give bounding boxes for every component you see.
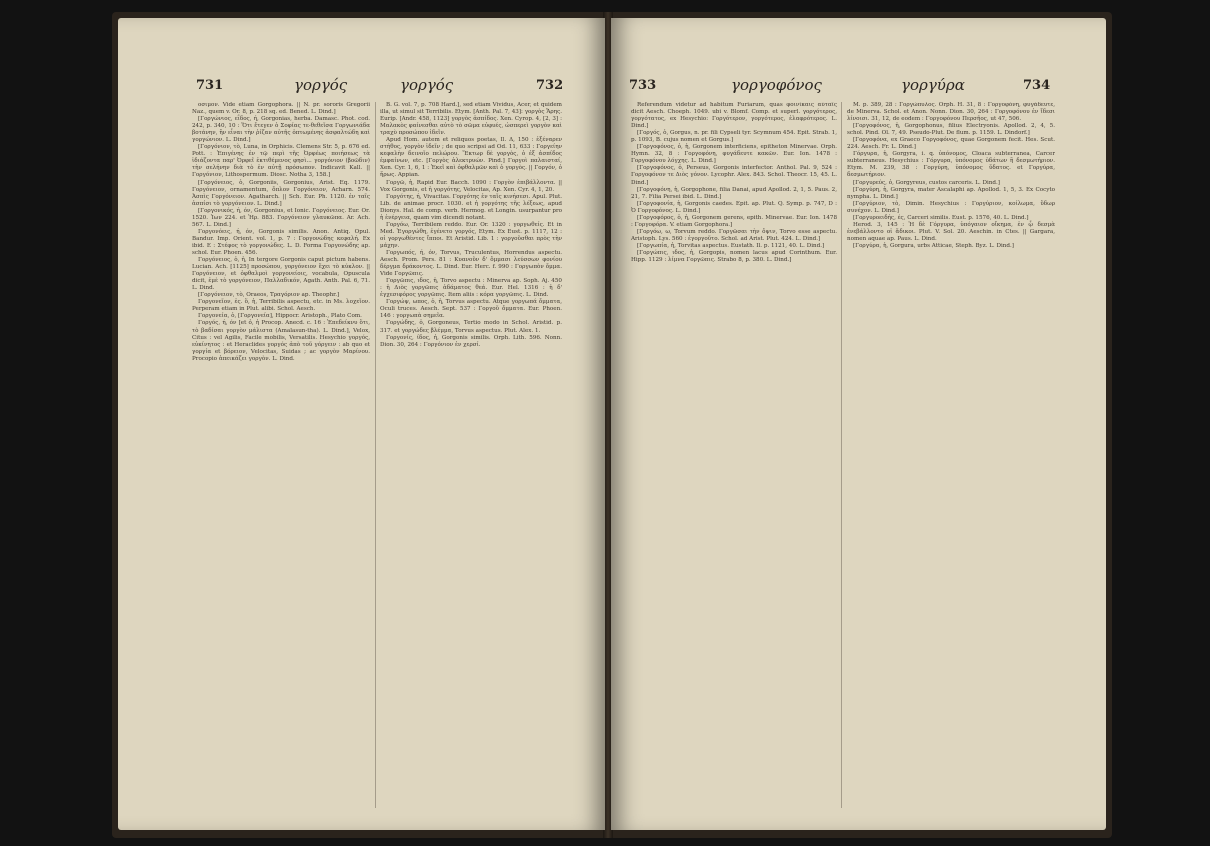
- page-number: 732: [536, 78, 564, 93]
- page-number: 734: [1023, 78, 1051, 93]
- entry: [Γοργόνειον, τὸ, Oraeos, Τραγόριον ap. Theophr.]: [198, 292, 340, 299]
- entry: [Γοργώπις, ιδος, ἡ, Gorgopis, nomen lacus apud Corinthum. Eur. Hipp. 1129 : λίμνα Γοργῶπις. Strabo 8, p. 380. L. Dind.]: [631, 249, 837, 264]
- entry: Γοργονεῖον, ἐς. ὅ, ἡ, Terribilis aspectu, etc. in Ms. λοχεῖον. Perperam etiam in Plut. alibi. Schol. Aesch.: [192, 299, 370, 313]
- entry: Γοργῶ, ἡ, Rapid Eur. Bacch. 1090 : Γοργὸν ἐπιβάλλοντα. || Vox Gorgonis, et ἡ γοργότης, Velocitas, Ap. Xen. Cyr. 4, 1, 20.: [380, 179, 562, 193]
- column-divider: [841, 102, 842, 808]
- entry: [Γοργονικός, ή, όν, Gorgonius, et Ionic. Γοργόνειος. Eur. Or. 1520. Ἰων 224. et Ἡρ. 883. Γοργόνειον γλαυκῶπα. Ar. Ach. 567. L. Dind.]: [192, 207, 370, 228]
- left-page-header: [118, 78, 605, 98]
- entry: M. p. 389, 28 : Γοργώπυλος. Orph. H. 31, 8 : Γοργοφόνη, φυγάδευτε, de Minerva. Schol. et Anon. Nonn. Dion. 30, 264 : Γοργοφόνου ἐν ἴδεσι λίνοισι. 31, 12, de eodem : Γοργοφόνου Περσῆος, ut 47, 506.: [847, 102, 1055, 123]
- entry: [Γοργόνειος, ὁ, Gorgoniis, Gorgonius, Arist. Eq. 1179. Γοργόνειον, ornamentum, ὅπλον Γοργόνειον, Acharn. 574. Ἀσπὶς Γοργόνειον. Agatharch. || Sch. Eur. Ph. 1120. ἐν ταῖς ἀσπίσι τὸ γοργόνειον. L. Dind.]: [192, 179, 370, 207]
- running-headword: γοργοφόνος: [731, 76, 822, 94]
- text-column-1: [192, 102, 370, 808]
- entry: [Γοργοφονία, ἡ, Gorgonis caedes. Epit. ap. Plut. Q. Symp. p. 747, D : Ὁ Γοργοφόνος. L. Dind.]: [631, 200, 837, 214]
- entry: Γοργῶπις, ιδος, ἡ, Torvo aspectu : Minerva ap. Soph. Aj. 450 : ἡ Διὸς γοργῶπις ἀδάματος θεά. Eur. Hel. 1316 : ἡ δ' ἐγχεσιφόρος γοργῶπις. Item aliis : κόρα γοργῶπις. L. Dind.: [380, 278, 562, 299]
- entry: [Γοργυρεύς, ὁ, Gorgyreus, custos carceris. L. Dind.]: [853, 179, 1000, 186]
- entry: [Γοργοφόνος, ὁ, ἡ, Gorgonem interficiens, epitheton Minervae. Orph. Hymn. 32, 8 : Γοργοφόνη, φυγάδευτε κακῶν. Eur. Ion. 1478 : Γοργοφόνου λόγχης. L. Dind.]: [631, 144, 837, 165]
- entry: Γοργονόεις, ή, όν, Gorgonis similis. Anon. Antiq. Opul. Bandur. Imp. Orient. vol. 1, p. 7 : Γοργονώδης κεφαλή. Ex ibid. E : Στέφος τὸ γοργονώδες. L. D. Forma Γοργονώδης ap. schol. Eur. Phoen. 456.: [192, 228, 370, 256]
- entry: Γοργόω, Terribilem reddo. Eur. Or. 1320 : γοργωθείς. Et in Med. Ἐγοργώθη, ἐγένετο γοργός, Etym. Ex Eust. p. 1117, 12 : οἱ γοργωθέντες ἵπποι. Et Aristid. Lib. 1 : γοργοῦσθαι πρὸς τὴν μάχην.: [380, 221, 562, 249]
- text-column-2: [847, 102, 1055, 808]
- entry: Γοργότης, ή, Vivacitas. Γοργότης ἐν ταῖς κινήσεσι. Apul. Plut. Lib. de animae procr. 1030. et ἡ γοργότης τῆς λέξεως, apud Dionys. Hal. de comp. verb. Hermog. et Longin. usurpantur pro ἡ ἐνέργεια, quam vim dicendi notant.: [380, 193, 562, 221]
- entry: Γοργονεία, ὁ, [Γοργονεία], Hippocr. Aristoph., Plato Com.: [198, 313, 362, 320]
- entry: Γοργονίς, ίδος, ἡ, Gorgonis similis. Orph. Lith. 596. Nonn. Dion. 30, 264 : Γοργόνιον ἐν χερσί.: [380, 334, 562, 348]
- entry: Γόργυρα, ἡ, Gorgyra, i. q. ὑπόνομος, Cloaca subterranea, Carcer subterraneus. Hesychius : Γόργυρα, ὑπόνομος ὑδάτων ἢ δεσμωτήριον. Etym. M. 239, 38 : Γοργύρη, ὑπόνομος ὕδατος. et Γοργύρα, δεσμωτήριον.: [847, 151, 1055, 179]
- entry: [Γοργοφόνη, ἡ, Gorgophone, filia Danai, apud Apollod. 2, 1, 5. Paus. 2, 21, 7. Filia Persei ibid. L. Dind.]: [631, 186, 837, 200]
- right-page: [611, 18, 1106, 830]
- text-column-2: [380, 102, 562, 808]
- entry: Γοργώδης, ὁ, Gorgoneus, Tertio modo in Schol. Aristid. p. 317. et γοργώδες βλέμμα, Torvus aspectus. Plut. Alex. 1.: [380, 320, 562, 334]
- entry: Γοργός, ή, όν [et ὀ, ἡ Procop. Anecd. c. 16 : Ἐπεδείκνυ ὅτι, τὸ βαδίσαι γοργὸν μάλιστα (Amalasun-tha). L. Dind.], Velox, Citus : vel Agilis, Facile mobilis, Versatilis. Hesychio γοργός, εὐκίνητος : et Heraclides γοργός ἀπὸ τοῦ γόργειν : ab quo et γοργία et βόρειον, Velocitas, Suidas ; ac γοργὸν Μαρίνου. Procopio ἀπεικάζει γοργὸν. L. Dind.: [192, 320, 370, 362]
- entry: [Γοργοφόνος, ὁ, Perseus, Gorgonis interfector. Anthol. Pal. 9, 524 : Γοργοφόνον τε Διὸς γόνον. Lycophr. Alex. 843. Schol. Theocr. 15, 45. L. Dind.]: [631, 165, 837, 186]
- running-headword: γοργός: [400, 76, 454, 94]
- right-page-header: [611, 78, 1106, 98]
- entry: Herod. 3, 145 : Ἡ δὲ Γόργυρα, ὑπόγαιον οἴκημα, ἐν ᾧ δεσμὰ ἐνεβάλλοντο οἱ ἄδικοι. Plut. V. Sol. 20. Aeschin. in Ctes. || Gargara, nomen aquae ap. Paus. L. Dind.: [847, 221, 1055, 242]
- entry: Γοργόνειος, ὁ, ἡ, In tergore Gorgonis caput pictum habens. Lucian. Ach. [1125] προσώπου, γοργόνειον ἔχει τὸ κύκλον. || Γοργόνειον, et ὀφθαλμοὶ γοργονείοις, vocabula, Opuscula dicit, ἐμὲ τὸ γοργόνειον, Παλλαδικόν, Agath. Anth. Pal. 6, 71. L. Dind.: [192, 257, 370, 292]
- open-book: [112, 12, 1112, 838]
- page-number: 731: [196, 78, 224, 93]
- entry: B. G. vol. 7, p. 708 Hard.], sed etiam Vividus, Acer, et quidem illa, ut simul sit Terribilis. Etym. [Anth. Pal. 7, 43]: γοργὸς Ἄρης. Eurip. [Andr. 458, 1123] γοργὸς ἀσπίδος. Xen. Cyrop. 4, [2, 3] : Μαλακὸς φαίνεσθαι αὐτὸ τὸ σῶμα εὐφυές, ὡσπερεὶ γοργὸν καὶ τραχὺ προσώπου ἰδεῖν.: [380, 102, 562, 137]
- entry: [Γοργόω, ω, Torvum reddo. Γοργῶσαι τὴν ὄψιν, Torvo esse aspectu. Aristoph. Lys. 560 : ἐγοργοῦτο. Schol. ad Arist. Plut. 424. L. Dind.]: [631, 228, 837, 242]
- entry: [Γοργωπία, ἡ, Torvitas aspectus. Eustath. Il. p. 1121, 40. L. Dind.]: [637, 242, 825, 249]
- entry: [Γοργοφόνος, ἡ, Gorgophonus, filius Electryonis. Apollod. 2, 4, 5. schol. Pind. Ol. 7, 49. Pseudo-Plut. De flum. p. 1159. L. Dindorf.]: [847, 123, 1055, 137]
- entry: Γοργωπός, ή, όν, Torvus, Truculentus, Horrendus aspectu. Aesch. Prom. Pers. 81 : Κυανοῦν δ' ὄμμασι λεύσσων φονίου δέργμα δράκοντος. L. Dind. Eur. Herc. f. 990 : Γοργωπὸν ὄμμα. Vide Γοργῶπις.: [380, 249, 562, 278]
- entry: Γοργώψ, ωπος, ὁ, ἡ, Torvus aspectu. Atque γοργωπά ὄμματα, Oculi truces. Aesch. Sept. 537 : Γοργοῦ ὄμματα. Eur. Phoen. 146 : γοργωπὰ σημεῖα.: [380, 299, 562, 320]
- entry: [Γοργύρα, ἡ, Gorgura, urbs Atticae, Steph. Byz. L. Dind.]: [853, 242, 1014, 249]
- entry: [Γοργοφόνα, ex Graeco Γοργοφόνος, quae Gorgonem fecit. Hes. Scut. 224. Aesch. Fr. L. Dind.]: [847, 137, 1055, 151]
- entry: [Γοργυροειδής, ές, Carceri similis. Eust. p. 1576, 40. L. Dind.]: [853, 214, 1029, 221]
- text-column-1: [631, 102, 837, 808]
- entry: [Γοργόνιον, τὸ, Luna, in Orphicis. Clemens Str. 5, p. 676 ed. Pott. : Ἐπιγένης ἐν τῷ περὶ τῆς Ὀρφέως ποιήσεως τὰ ἰδιάζοντα παρ' Ὀρφεῖ ἐκτιθέμενος φησὶ... γοργόνιον (βοῶδιν) τὴν σελήνην διὰ τὸ ἐν αὐτῇ πρόσωπον. Indicavit Kall. || Γοργόνιον, Lithospermum. Diosc. Notha 3, 158.]: [192, 144, 370, 179]
- running-headword: γοργύρα: [901, 76, 965, 94]
- entry: Apud Hom. autem et reliquos poetas, Il. Δ, 150 : ἐξέναρεν στήθος, γοργὸν ἰδεῖν ; de quo scripsi ad Od. 11, 633 : Γοργείην κεφαλὴν δεινοῖο πελώρου. Ἕκτωρ δὲ γοργὸς, ὁ ἐξ ἀσπίδος ἐμφαίνων, etc. [Γοργὸς ἀλεκτρυών. Pind.] Γοργοὶ παλαισταί, Xen. Cyr. 1, 6, 1 : Ἐκεῖ καὶ ὀφθαλμῶν καὶ ὁ γοργὸς. || Γοργόν, ὁ ἥρως. Appian.: [380, 137, 562, 179]
- entry: [Γοργώνιος, εΐδος, ή, Gorgonias, herba. Damasc. Phot. cod. 242, p. 340, 10 : Ὅτι ἔτεγεν ὁ Σοφίας τε-θεθεῖσα Γοργωνιάδα βοτάνην, ἢν εἶναι τὴν ῥίζαν αὐτῆς ὀπτωμένης ἀσφαλτώδη καὶ γοργώνιον. L. Dind.]: [192, 116, 370, 144]
- entry: [Γοργύρη, ἡ, Gorgyra, mater Ascalaphi ap. Apollod. 1, 5, 3. Ex Cocyto nympha. L. Dind.]: [847, 186, 1055, 200]
- entry: [Γοργύριον, τὸ, Dimin. Hesychius : Γοργύριον, κοίλωμα, ὕδωρ συνέχον. L. Dind.]: [847, 200, 1055, 214]
- left-page: [118, 18, 605, 830]
- page-number: 733: [629, 78, 657, 93]
- entry: οσιμον. Vide etiam Gorgophora. || N. pr. sororis Gregorii Naz., quem v. Or. 8, p. 218 sq. ed. Bened. L. Dind.]: [192, 102, 370, 116]
- column-divider: [375, 102, 376, 808]
- entry: [Γοργός, ὁ, Gorgus, n. pr. fili Cypseli tyr. Scymnum 454. Epit. Strab. 1, p. 1093, B. cujus nomen et Gorgus.]: [631, 130, 837, 144]
- running-headword: γοργός: [294, 76, 348, 94]
- entry: [Γοργοφόρος, ὁ, ἡ, Gorgonem gerens, epith. Minervae. Eur. Ion. 1478 : Γοργοφόρα. V. etiam Gorgophora.]: [631, 214, 837, 228]
- entry: Referendum videtur ad habitum Furiarum, quas φοινίκαις αὐταῖς dicit Aesch. Choeph. 1049. ubi v. Blomf. Comp. et superl. γοργότερος, γοργότατος, ex Hesychio: Γοργότερον, γοργότερος, ἐλαφρότερος. L. Dind.]: [631, 102, 837, 130]
